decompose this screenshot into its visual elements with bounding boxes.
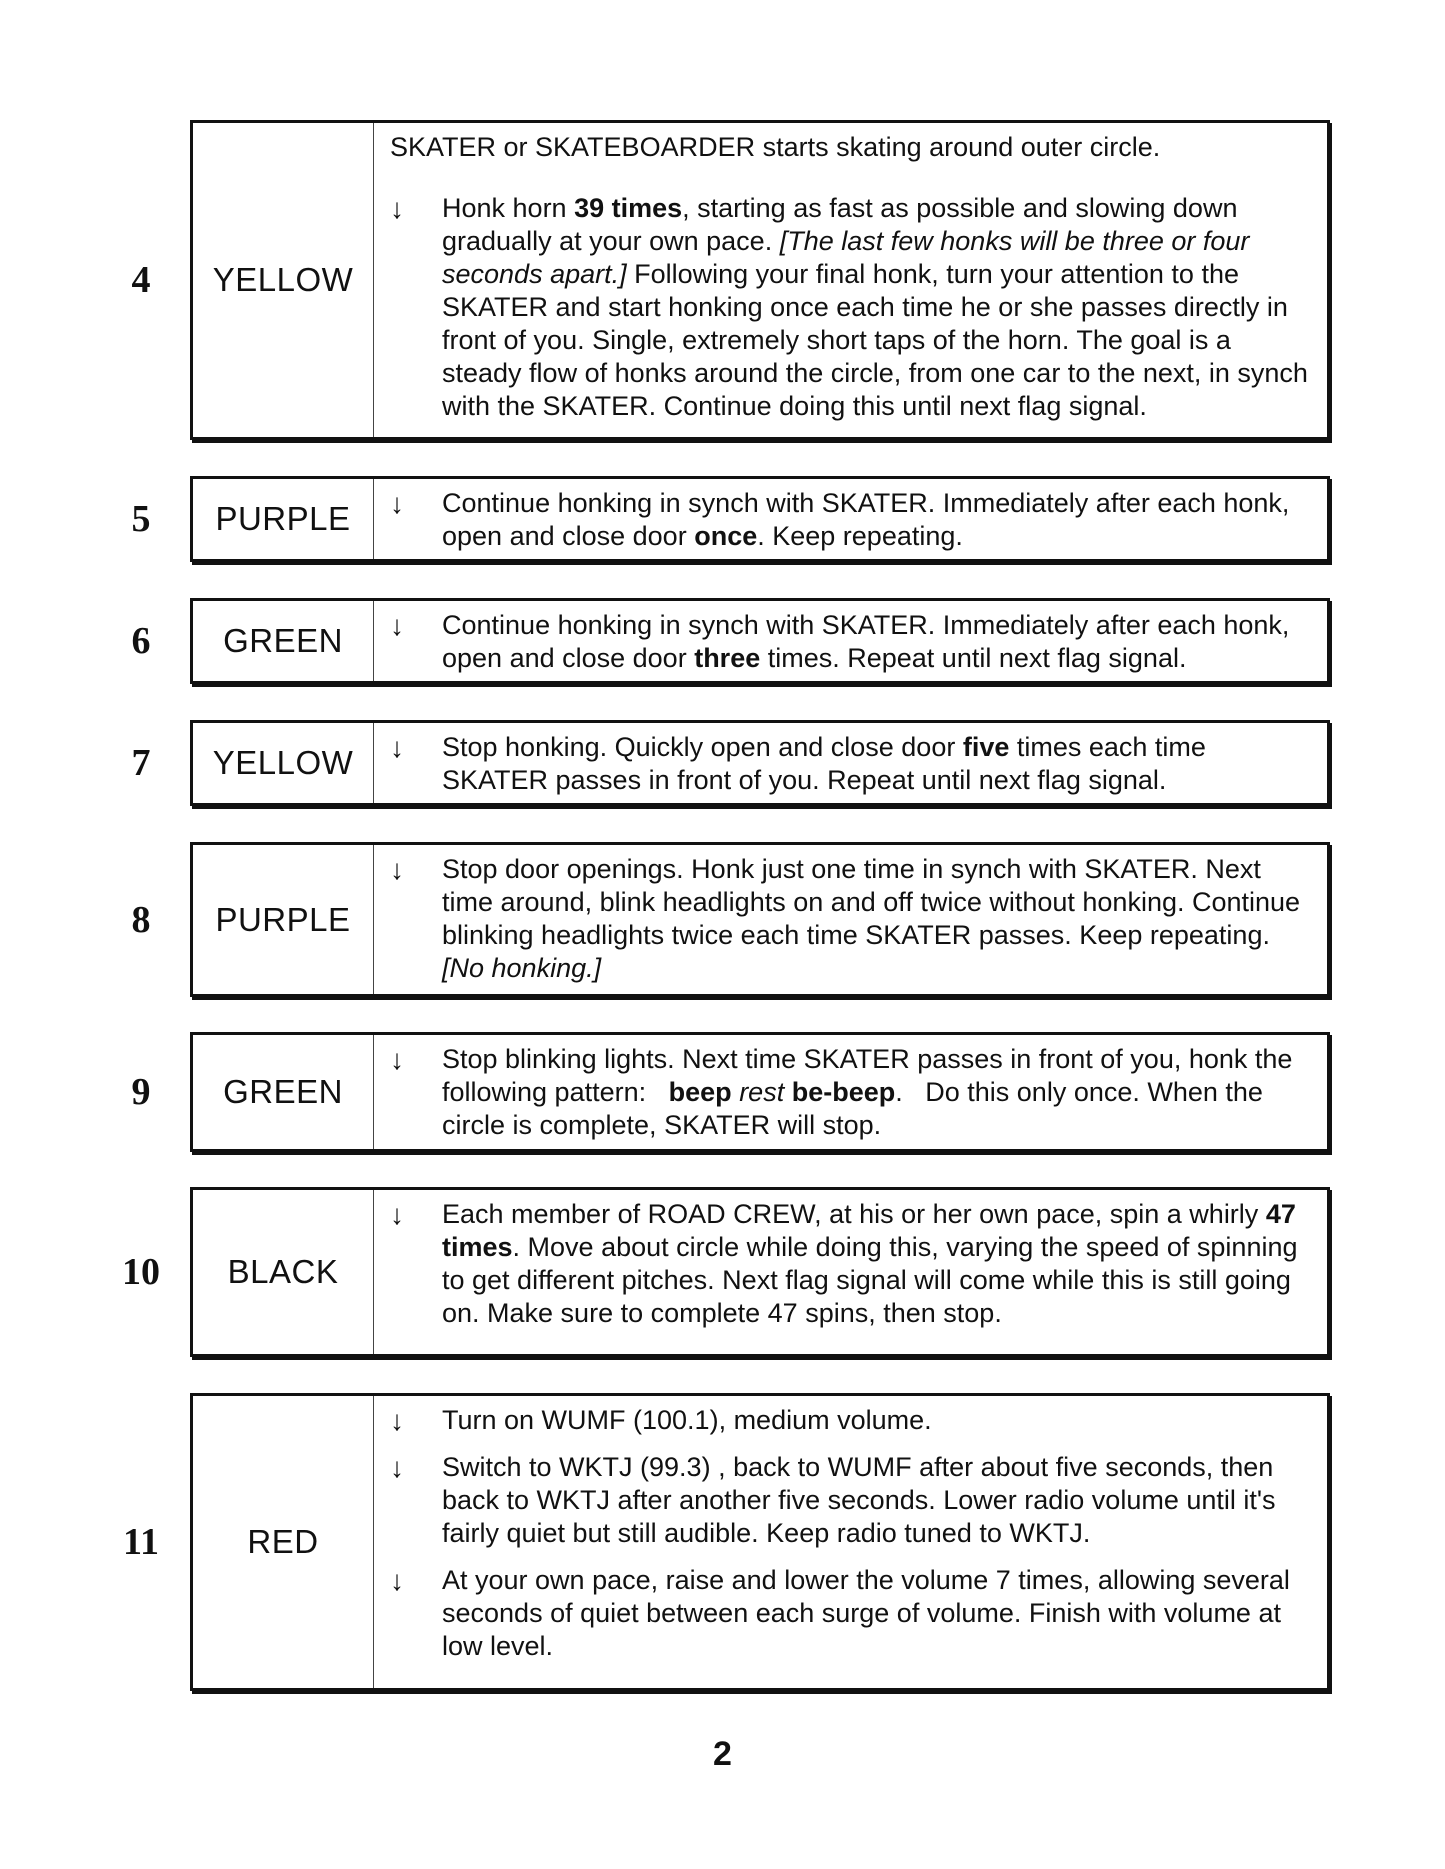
step-number: 10 xyxy=(122,1251,160,1293)
instruction-text xyxy=(374,845,1327,994)
step-number: 9 xyxy=(131,1071,151,1113)
flag-color: GREEN xyxy=(193,601,374,681)
down-arrow-icon: ↓ xyxy=(390,193,404,224)
text-segment: Continue honking in synch with SKATER. Immediately after each honk, open and close door xyxy=(442,610,1297,673)
step-number: 7 xyxy=(131,742,151,784)
text-segment: Turn on WUMF (100.1), medium volume. xyxy=(442,1405,932,1435)
flag-color: PURPLE xyxy=(193,845,374,994)
flag-color: RED xyxy=(193,1396,374,1688)
instruction-box xyxy=(190,476,1330,562)
text-segment: Following your final honk, turn your attention to the SKATER and start honking once each time he or she passes directly in front of you. Single, extremely short taps of the horn. The goal is a steady flow of honks around the circle, from one car to the next, in synch with the SKATER. Continue doing this until next flag signal. xyxy=(442,259,1316,421)
instruction-box xyxy=(190,720,1330,806)
text-segment: Continue honking in synch with SKATER. Immediately after each honk, open and close door xyxy=(442,488,1297,551)
down-arrow-icon: ↓ xyxy=(390,854,404,885)
flag-color: YELLOW xyxy=(193,723,374,803)
text-segment: Switch to WKTJ (99.3) , back to WUMF after about five seconds, then back to WKTJ after another five seconds. Lower radio volume until it's fairly quiet but still audible. Keep radio tuned to WKTJ. xyxy=(442,1452,1284,1548)
instruction-box xyxy=(190,1393,1330,1691)
text-segment: Honk horn xyxy=(442,193,575,223)
text-segment: Stop honking. Quickly open and close door xyxy=(442,732,963,762)
down-arrow-icon: ↓ xyxy=(390,1405,404,1436)
text-segment: Each member of ROAD CREW, at his or her own pace, spin a whirly xyxy=(442,1199,1266,1229)
text-segment: . Keep repeating. xyxy=(757,521,963,551)
text-segment: beep xyxy=(668,1077,732,1107)
text-segment: Stop door openings. Honk just one time in synch with SKATER. Next time around, blink headlights on and off twice without honking. Continue blinking headlights twice each time SKATER passes. Keep repeating. xyxy=(442,854,1308,950)
instruction-text xyxy=(374,1035,1327,1149)
text-segment: five xyxy=(962,732,1010,762)
text-segment: At your own pace, raise and lower the volume 7 times, allowing several seconds of quiet between each surge of volume. Finish with volume at low level. xyxy=(442,1565,1298,1661)
text-segment: 47 times xyxy=(442,1199,1304,1262)
instruction-line xyxy=(390,1404,1313,1437)
flag-color: GREEN xyxy=(193,1035,374,1149)
instruction-line xyxy=(390,1043,1313,1142)
instruction-text xyxy=(374,479,1327,559)
instruction-line xyxy=(390,487,1313,553)
text-segment: . Move about circle while doing this, varying the speed of spinning to get different pitches. Next flag signal will come while this is still going on. Make sure to complete 47 spins, then stop. xyxy=(442,1232,1306,1328)
instruction-text xyxy=(374,601,1327,681)
text-segment: times each time SKATER passes in front of you. Repeat until next flag signal. xyxy=(442,732,1214,795)
text-segment: be-beep xyxy=(791,1077,896,1107)
instruction-text xyxy=(374,1190,1327,1354)
instruction-text xyxy=(374,723,1327,803)
instruction-text xyxy=(374,123,1327,437)
instruction-line xyxy=(390,1198,1313,1330)
text-segment: times. Repeat until next flag signal. xyxy=(760,643,1187,673)
down-arrow-icon: ↓ xyxy=(390,1044,404,1075)
down-arrow-icon: ↓ xyxy=(390,488,404,519)
text-segment: [The last few honks will be three or four seconds apart.] xyxy=(442,226,1257,289)
text-segment: Stop blinking lights. Next time SKATER passes in front of you, honk the following pattern: xyxy=(442,1044,1300,1107)
down-arrow-icon: ↓ xyxy=(390,732,404,763)
step-number: 6 xyxy=(131,620,151,662)
page-number: 2 xyxy=(713,1735,732,1773)
instruction-box xyxy=(190,842,1330,997)
instruction-line xyxy=(390,1451,1313,1550)
step-number: 11 xyxy=(123,1521,159,1563)
instruction-box xyxy=(190,1187,1330,1357)
text-segment: . Do this only once. When the circle is complete, SKATER will stop. xyxy=(442,1077,1271,1140)
flag-color: PURPLE xyxy=(193,479,374,559)
text-segment: three xyxy=(694,643,761,673)
instruction-box xyxy=(190,1032,1330,1152)
instruction-line xyxy=(390,731,1313,797)
text-segment: once xyxy=(694,521,758,551)
text-segment: [No honking.] xyxy=(442,953,602,983)
text-segment xyxy=(784,1077,792,1107)
flag-color: BLACK xyxy=(193,1190,374,1354)
step-number: 8 xyxy=(131,898,151,941)
down-arrow-icon: ↓ xyxy=(390,1199,404,1230)
step-number: 4 xyxy=(131,259,151,301)
instruction-line xyxy=(390,609,1313,675)
text-segment: 39 times xyxy=(574,193,683,223)
text-segment: rest xyxy=(739,1077,785,1107)
down-arrow-icon: ↓ xyxy=(390,1565,404,1596)
instruction-box xyxy=(190,120,1330,440)
down-arrow-icon: ↓ xyxy=(390,610,404,641)
flag-color: YELLOW xyxy=(193,123,374,437)
down-arrow-icon: ↓ xyxy=(390,1452,404,1483)
instruction-text xyxy=(374,1396,1327,1688)
intro-line: SKATER or SKATEBOARDER starts skating around outer circle. xyxy=(390,132,1161,162)
instruction-line xyxy=(390,1564,1313,1663)
step-number: 5 xyxy=(131,498,151,540)
instruction-line xyxy=(390,192,1316,423)
text-segment: , starting as fast as possible and slowing down gradually at your own pace. xyxy=(442,193,1245,256)
instruction-box xyxy=(190,598,1330,684)
instruction-line xyxy=(390,853,1313,985)
